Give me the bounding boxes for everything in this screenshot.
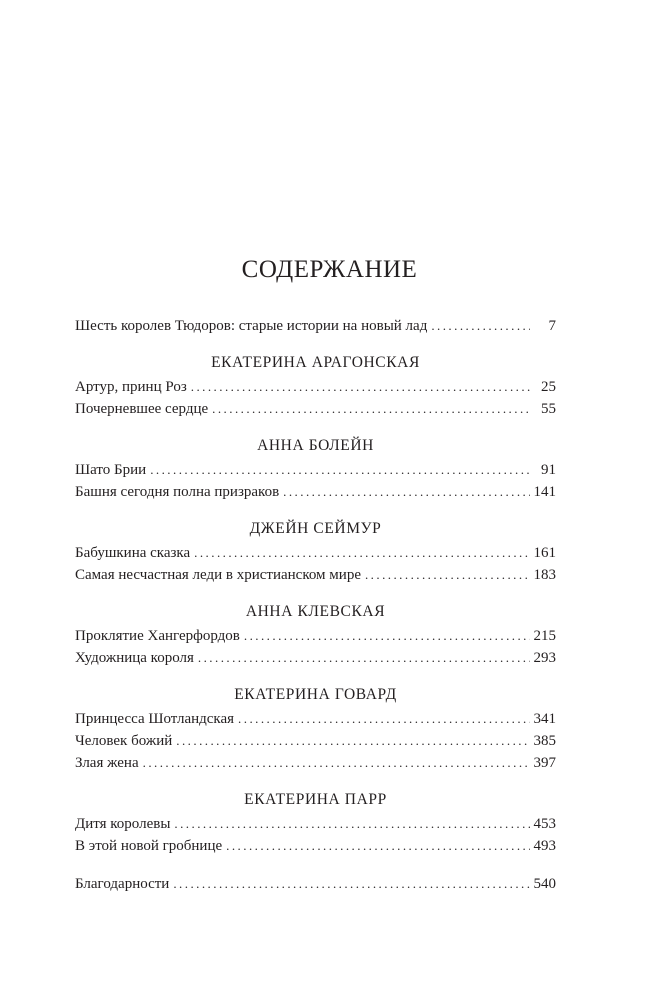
toc-entry[interactable]	[75, 377, 556, 397]
toc-entry-page: 293	[533, 650, 556, 666]
toc-entry-page: 91	[541, 462, 556, 478]
toc-entry-title: Злая жена	[75, 755, 139, 771]
toc-entry-title: Башня сегодня полна призраков	[75, 484, 280, 500]
toc-entry-page: 493	[533, 838, 556, 854]
toc-entry-intro[interactable]	[75, 316, 556, 336]
toc-entry-acknowledgements[interactable]	[75, 874, 556, 894]
toc-entry-title: Художница короля	[75, 650, 194, 666]
toc-entry-title: Принцесса Шотландская	[75, 711, 235, 727]
dot-leader	[150, 460, 530, 480]
section-heading-catherine-parr: ЕКАТЕРИНА ПАРР	[244, 791, 387, 808]
toc-entry-title: Проклятие Хангерфордов	[75, 628, 240, 644]
toc-entry-page: 141	[533, 484, 556, 500]
toc-entry-title: Самая несчастная леди в христианском мире	[75, 567, 361, 583]
toc-entry[interactable]	[75, 460, 556, 480]
toc-entry[interactable]	[75, 626, 556, 646]
toc-entry-title: В этой новой гробнице	[75, 838, 223, 854]
dot-leader	[283, 482, 529, 502]
dot-leader	[194, 543, 529, 563]
toc-entry-title: Человек божий	[75, 733, 173, 749]
toc-entry-page: 183	[533, 567, 556, 583]
dot-leader	[244, 626, 530, 646]
page-title: СОДЕРЖАНИЕ	[241, 256, 418, 283]
toc-entry-page: 397	[533, 755, 556, 771]
section-heading-catherine-of-aragon: ЕКАТЕРИНА АРАГОНСКАЯ	[211, 354, 420, 371]
toc-entry-page: 453	[533, 816, 556, 832]
dot-leader	[365, 565, 530, 585]
toc-entry[interactable]	[75, 565, 556, 585]
toc-entry[interactable]	[75, 731, 556, 751]
toc-entry-page: 55	[541, 401, 556, 417]
dot-leader	[174, 814, 529, 834]
toc-entry-title: Благодарности	[75, 876, 170, 892]
dot-leader	[176, 731, 529, 751]
dot-leader	[431, 316, 530, 336]
dot-leader	[212, 399, 530, 419]
toc-entry[interactable]	[75, 482, 556, 502]
toc-entry-title: Артур, принц Роз	[75, 379, 187, 395]
toc-entry[interactable]	[75, 399, 556, 419]
section-heading-anne-boleyn: АННА БОЛЕЙН	[257, 437, 374, 454]
toc-entry[interactable]	[75, 543, 556, 563]
toc-entry-title: Почерневшее сердце	[75, 401, 209, 417]
dot-leader	[226, 836, 529, 856]
toc-entry-title: Дитя королевы	[75, 816, 171, 832]
toc-entry-page: 341	[533, 711, 556, 727]
toc-entry-page: 385	[533, 733, 556, 749]
section-heading-jane-seymour: ДЖЕЙН СЕЙМУР	[249, 520, 382, 537]
toc-entry-title: Шесть королев Тюдоров: старые истории на новый лад	[75, 318, 428, 334]
toc-entry[interactable]	[75, 836, 556, 856]
section-heading-catherine-howard: ЕКАТЕРИНА ГОВАРД	[234, 686, 397, 703]
toc-entry-page: 215	[533, 628, 556, 644]
toc-entry-title: Шато Брии	[75, 462, 147, 478]
toc-entry[interactable]	[75, 648, 556, 668]
dot-leader	[191, 377, 530, 397]
toc-entry[interactable]	[75, 709, 556, 729]
toc-entry[interactable]	[75, 753, 556, 773]
dot-leader	[238, 709, 529, 729]
toc-entry-title: Бабушкина сказка	[75, 545, 191, 561]
section-heading-anne-of-cleves: АННА КЛЕВСКАЯ	[245, 603, 386, 620]
dot-leader	[198, 648, 530, 668]
dot-leader	[173, 874, 529, 894]
dot-leader	[143, 753, 530, 773]
toc-entry-page: 7	[548, 318, 556, 334]
toc-entry-page: 25	[541, 379, 556, 395]
toc-entry-page: 161	[533, 545, 556, 561]
toc-entry[interactable]	[75, 814, 556, 834]
toc-entry-page: 540	[533, 876, 556, 892]
